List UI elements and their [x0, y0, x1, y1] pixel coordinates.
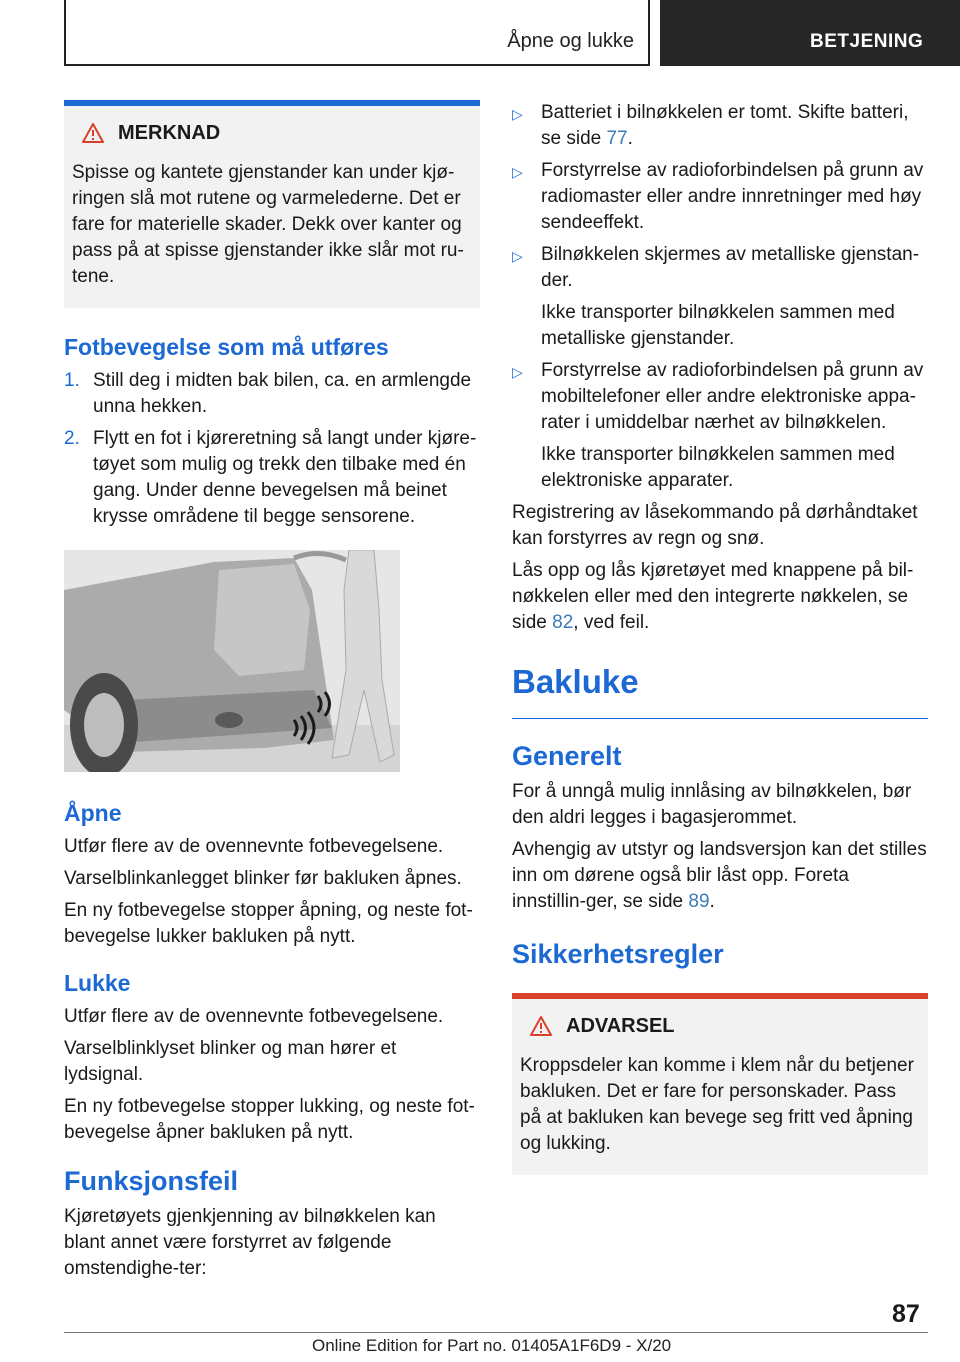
warning-triangle-icon	[82, 123, 104, 143]
foot-gesture-illustration	[64, 550, 400, 772]
list-item	[512, 158, 928, 236]
list-item	[512, 100, 928, 152]
list-item	[64, 368, 480, 420]
page-number: 87	[892, 1300, 920, 1328]
step-number: 1.	[64, 370, 80, 391]
list-item	[512, 242, 928, 352]
section-tab	[660, 0, 960, 66]
bullet-text: Forstyrrelse av radioforbindelsen på grunn av mobiltelefoner eller andre elektroniske appa‐rater i umiddelbar nærhet av bilnøkkelen.	[541, 360, 924, 433]
general-paragraph	[512, 837, 928, 915]
section-tab-label: BETJENING	[810, 31, 924, 52]
triangle-bullet-icon: ▷	[512, 248, 523, 264]
right-column	[512, 100, 928, 1199]
bullet-text: Ikke transporter bilnøkkelen sammen med elektroniske apparater.	[541, 444, 895, 491]
open-paragraph: En ny fotbevegelse stopper åpning, og neste fot‐bevegelse lukker bakluken på nytt.	[64, 900, 473, 947]
page-ref-link[interactable]: 77	[606, 128, 628, 149]
list-item	[64, 426, 480, 530]
bullet-text: Ikke transporter bilnøkkelen sammen med metalliske gjenstander.	[541, 302, 895, 349]
page-ref-link[interactable]: 89	[688, 891, 710, 912]
general-paragraph-end: .	[709, 891, 715, 912]
open-paragraph: Varselblinkanlegget blinker før bakluken åpnes.	[64, 868, 462, 889]
edition-footer: Online Edition for Part no. 01405A1F6D9 - X/20	[312, 1336, 672, 1355]
left-column	[64, 100, 480, 1288]
foot-movement-heading: Fotbevegelse som må utføres	[64, 334, 389, 360]
causes-list	[512, 100, 928, 494]
rain-paragraph: Registrering av låsekommando på dørhåndtaket kan forstyrres av regn og snø.	[512, 502, 918, 549]
open-paragraph: Utfør flere av de ovennevnte fotbevegelsene.	[64, 836, 444, 857]
step-number: 2.	[64, 428, 80, 449]
bullet-text: Batteriet i bilnøkkelen er tomt. Skifte batteri, se side	[541, 102, 909, 149]
footer-divider	[64, 1332, 928, 1333]
malfunction-heading: Funksjonsfeil	[64, 1166, 239, 1196]
warning-text: Kroppsdeler kan komme i klem når du betjener bakluken. Det er fare for personskader. Pass på at bakluken kan bevege seg fritt ved åpning og lukking.	[520, 1055, 914, 1154]
warning-triangle-icon	[530, 1016, 552, 1036]
warning-box	[512, 993, 928, 1175]
triangle-bullet-icon: ▷	[512, 164, 523, 180]
warning-label: ADVARSEL	[566, 1014, 675, 1037]
bakluke-heading: Bakluke	[512, 660, 928, 719]
step-text: Flytt en fot i kjøreretning så langt under kjøre‐tøyet som mulig og trekk den tilbake med én gang. Under denne bevegelsen må beinet krysse områdene til begge sensorene.	[93, 428, 477, 527]
close-paragraph: Utfør flere av de ovennevnte fotbevegelsene.	[64, 1006, 444, 1027]
list-item	[512, 358, 928, 494]
general-paragraph-text: Avhengig av utstyr og landsversjon kan det stilles inn om dørene også blir låst opp. Foreta innstillin‐ger, se side	[512, 839, 927, 912]
close-paragraph: Varselblinklyset blinker og man hører et lydsignal.	[64, 1038, 397, 1085]
key-paragraph-end: , ved feil.	[573, 612, 650, 633]
chapter-title: Åpne og lukke	[507, 30, 634, 52]
bullet-text-end: .	[627, 128, 633, 149]
steps-list	[64, 368, 480, 530]
step-text: Still deg i midten bak bilen, ca. en armlengde unna hekken.	[93, 370, 472, 417]
notice-box	[64, 100, 480, 308]
triangle-bullet-icon: ▷	[512, 106, 523, 122]
key-paragraph	[512, 558, 928, 636]
notice-text: Spisse og kantete gjenstander kan under kjø‐ringen slå mot rutene og varmelederne. Det er fare for materielle skader. Dekk over kanter og pass på at spisse gjenstander ikke slår mot ru‐tene.	[72, 162, 464, 287]
header-frame	[64, 0, 650, 66]
key-paragraph-text: Lås opp og lås kjøretøyet med knappene på bil‐nøkkelen eller med den integrerte nøkkelen, se side	[512, 560, 914, 633]
page-ref-link[interactable]: 82	[552, 612, 574, 633]
safety-heading: Sikkerhetsregler	[512, 939, 724, 969]
bullet-text: Forstyrrelse av radioforbindelsen på grunn av radiomaster eller andre innretninger med høy sendeeffekt.	[541, 160, 924, 233]
bullet-text: Bilnøkkelen skjermes av metalliske gjenstan‐der.	[541, 244, 920, 291]
general-paragraph: For å unngå mulig innlåsing av bilnøkkelen, bør den aldri legges i bagasjerommet.	[512, 781, 912, 828]
close-paragraph: En ny fotbevegelse stopper lukking, og neste fot‐bevegelse åpner bakluken på nytt.	[64, 1096, 475, 1143]
malfunction-text: Kjøretøyets gjenkjenning av bilnøkkelen kan blant annet være forstyrret av følgende omstendighe‐ter:	[64, 1206, 436, 1279]
open-heading: Åpne	[64, 800, 122, 826]
close-heading: Lukke	[64, 970, 131, 996]
general-heading: Generelt	[512, 741, 622, 771]
triangle-bullet-icon: ▷	[512, 364, 523, 380]
notice-label: MERKNAD	[118, 121, 221, 144]
